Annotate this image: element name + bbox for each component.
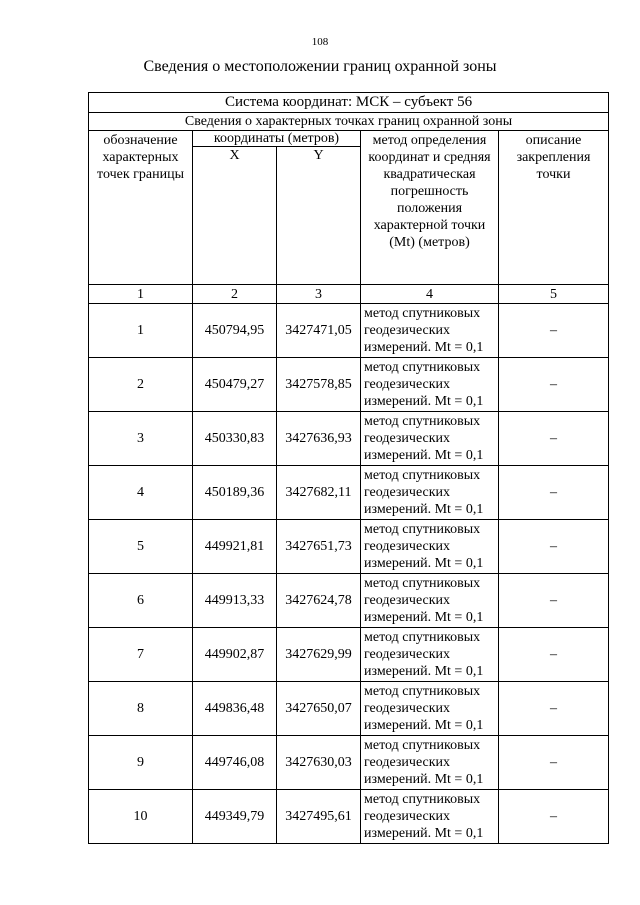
fixing-description: –: [499, 574, 609, 628]
table-row: [89, 790, 609, 844]
y-coordinate: 3427471,05: [277, 304, 361, 358]
y-coordinate: 3427650,07: [277, 682, 361, 736]
x-coordinate: 450189,36: [193, 466, 277, 520]
y-coordinate: 3427630,03: [277, 736, 361, 790]
x-coordinate-header: X: [193, 147, 277, 285]
fixing-description: –: [499, 520, 609, 574]
point-number: 6: [89, 574, 193, 628]
method-description: метод спутниковых геодезических измерений. Mt = 0,1: [361, 358, 499, 412]
table-row: [89, 412, 609, 466]
document-title: Сведения о местоположении границ охранной зоны: [143, 58, 497, 75]
fixing-description: –: [499, 628, 609, 682]
point-number: 3: [89, 412, 193, 466]
method-description: метод спутниковых геодезических измерений. Mt = 0,1: [361, 682, 499, 736]
column-number-3: 3: [277, 285, 361, 304]
x-coordinate: 449746,08: [193, 736, 277, 790]
x-coordinate: 450330,83: [193, 412, 277, 466]
page-number: 108: [311, 36, 329, 48]
x-coordinate: 450479,27: [193, 358, 277, 412]
method-description: метод спутниковых геодезических измерений. Mt = 0,1: [361, 304, 499, 358]
method-description: метод спутниковых геодезических измерений. Mt = 0,1: [361, 736, 499, 790]
y-coordinate: 3427629,99: [277, 628, 361, 682]
coordinates-header: координаты (метров): [193, 131, 361, 147]
table-row: [89, 466, 609, 520]
point-number: 10: [89, 790, 193, 844]
point-number: 1: [89, 304, 193, 358]
point-number: 8: [89, 682, 193, 736]
point-number: 9: [89, 736, 193, 790]
point-number: 5: [89, 520, 193, 574]
fixing-description: –: [499, 682, 609, 736]
fixing-description: –: [499, 304, 609, 358]
method-description: метод спутниковых геодезических измерений. Mt = 0,1: [361, 574, 499, 628]
point-number: 4: [89, 466, 193, 520]
table-row: [89, 574, 609, 628]
x-coordinate: 449921,81: [193, 520, 277, 574]
x-coordinate: 449349,79: [193, 790, 277, 844]
fixing-description: –: [499, 736, 609, 790]
fixing-description: –: [499, 358, 609, 412]
table-row: [89, 358, 609, 412]
fixing-description: –: [499, 412, 609, 466]
method-description: метод спутниковых геодезических измерений. Mt = 0,1: [361, 412, 499, 466]
fixing-description: –: [499, 466, 609, 520]
fixing-description: –: [499, 790, 609, 844]
table-row: [89, 682, 609, 736]
method-description: метод спутниковых геодезических измерений. Mt = 0,1: [361, 520, 499, 574]
column-number-5: 5: [499, 285, 609, 304]
table-row: [89, 628, 609, 682]
description-header: описание закрепления точки: [499, 131, 609, 285]
column-number-4: 4: [361, 285, 499, 304]
x-coordinate: 449836,48: [193, 682, 277, 736]
method-header: метод определения координат и средняя квадратическая погрешность положения характерной точки (Mt) (метров): [361, 131, 499, 285]
table-row: [89, 304, 609, 358]
x-coordinate: 449913,33: [193, 574, 277, 628]
y-coordinate: 3427651,73: [277, 520, 361, 574]
point-number: 2: [89, 358, 193, 412]
y-coordinate: 3427682,11: [277, 466, 361, 520]
y-coordinate: 3427578,85: [277, 358, 361, 412]
column-number-2: 2: [193, 285, 277, 304]
y-coordinate: 3427624,78: [277, 574, 361, 628]
table-row: [89, 736, 609, 790]
boundary-points-table: [88, 92, 609, 844]
designation-header: обозначение характерных точек границы: [89, 131, 193, 285]
y-coordinate: 3427636,93: [277, 412, 361, 466]
table-body: [89, 304, 609, 844]
table-row: [89, 520, 609, 574]
table-subtitle: Сведения о характерных точках границ охранной зоны: [89, 113, 609, 131]
method-description: метод спутниковых геодезических измерений. Mt = 0,1: [361, 628, 499, 682]
point-number: 7: [89, 628, 193, 682]
y-coordinate-header: Y: [277, 147, 361, 285]
y-coordinate: 3427495,61: [277, 790, 361, 844]
boundary-points-table-wrapper: [88, 92, 608, 844]
x-coordinate: 449902,87: [193, 628, 277, 682]
method-description: метод спутниковых геодезических измерений. Mt = 0,1: [361, 466, 499, 520]
method-description: метод спутниковых геодезических измерений. Mt = 0,1: [361, 790, 499, 844]
column-number-1: 1: [89, 285, 193, 304]
x-coordinate: 450794,95: [193, 304, 277, 358]
coordinate-system-header: Система координат: МСК – субъект 56: [89, 93, 609, 113]
